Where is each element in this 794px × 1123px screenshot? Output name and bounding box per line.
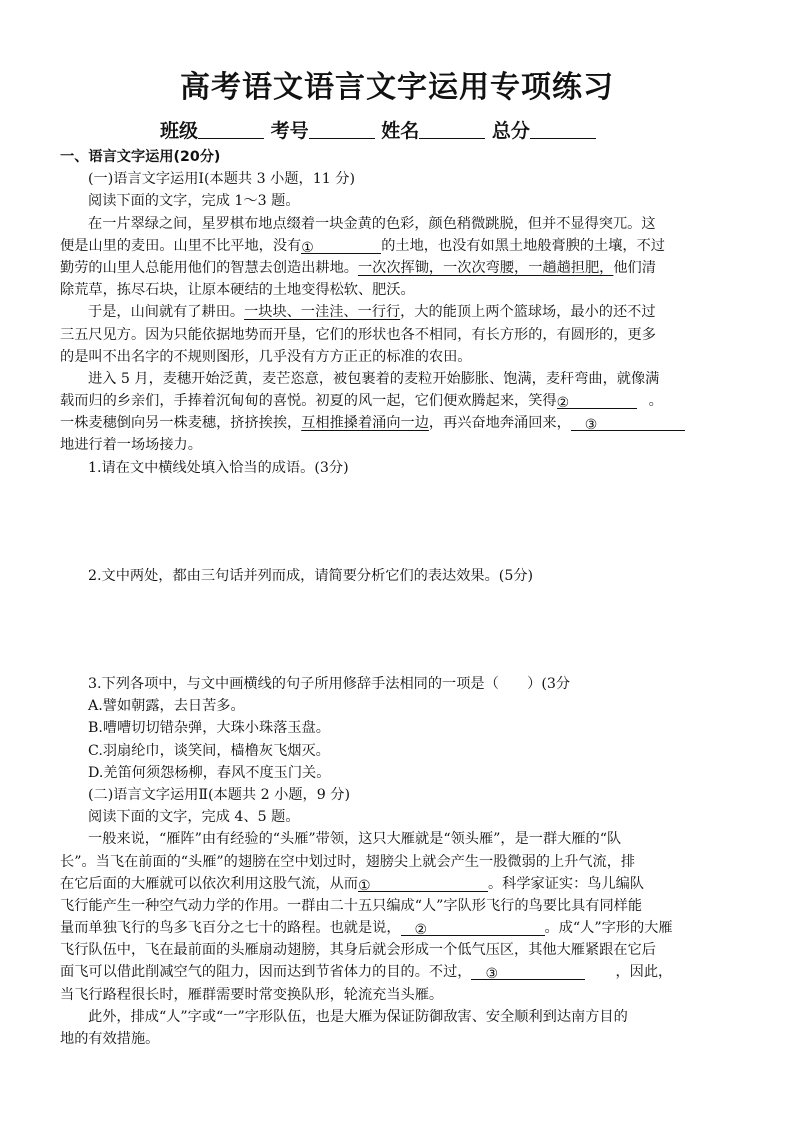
option-d[interactable]: D.羌笛何须怨杨柳，春风不度玉门关。 <box>88 764 331 781</box>
reading-instruction-1: 阅读下面的文字，完成 1～3 题。 <box>88 193 300 210</box>
name-blank[interactable] <box>419 120 485 139</box>
passage-paragraph-1: 在一片翠绿之间，星罗棋布地点缀着一块金黄的色彩，颜色稍微跳脱，但并不显得突兀。这 便是山里的麦田。山里不比平地，没有① 的土地，也没有如黑土地般膏腴的土壤，不过 勤劳的山里人总能用他们的智慧去创造出耕地。一次次挥锄，一次次弯腰，一趟趟担肥，他们清 除荒草，拣尽石块，让原本硬结的土地变得松软、肥沃。 <box>60 215 665 299</box>
name-label: 姓名 <box>381 120 420 142</box>
question-3: 3.下列各项中，与文中画横线的句子所用修辞手法相同的一项是（ ）(3分 <box>88 676 571 692</box>
answer-blank-5[interactable]: ② <box>401 919 545 936</box>
passage-paragraph-2: 于是，山间就有了耕田。一块块、一洼洼、一行行，大的能顶上两个篮球场，最小的还不过 三五尺见方。因为只能依据地势而开垦，它们的形状也各不相同，有长方形的，有圆形的，更多 的是叫不出名字的不规则图形，几乎没有方方正正的标准的农田。 <box>60 304 656 365</box>
score-blank[interactable] <box>530 120 596 139</box>
passage-paragraph-4: 一般来说，“雁阵”由有经验的“头雁”带领，这只大雁就是“领头雁”，是一群大雁的“队 长”。当飞在前面的“头雁”的翅膀在空中划过时，翅膀尖上就会产生一股微弱的上升气流，排 在它后面的大雁就可以依次利用这股气流，从而① 。科学家证实：鸟儿编队 飞行能产生一种空气动力学的作用。一群由二十五只编成“人”字队形飞行的鸟要比具有同样能 量而单独飞行的鸟多飞百分之七十的路程。也就是说， ② 。成“人”字形的大雁 飞行队伍中，飞在最前面的头雁扇动翅膀，其身后就会形成一个低气压区，其他大雁紧跟在它后 面飞可以借此削减空气的阻力，因而达到节省体力的目的。不过， ③ ，因此， 当飞行路程很长时，雁群需要时常变换队形，轮流充当头雁。 <box>60 831 673 1003</box>
passage-paragraph-5: 此外，排成“人”字或“一”字形队伍，也是大雁为保证防御敌害、安全顺利到达南方目的 地的有效措施。 <box>60 1008 628 1047</box>
score-label: 总分 <box>491 120 530 142</box>
option-a[interactable]: A.譬如朝露，去日苦多。 <box>88 698 245 715</box>
answer-blank-4[interactable]: ① <box>358 875 488 892</box>
exam-no-label: 考号 <box>270 120 309 142</box>
question-1: 1.请在文中横线处填入恰当的成语。(3分) <box>88 459 349 476</box>
reading-instruction-2: 阅读下面的文字，完成 4、5 题。 <box>88 809 300 826</box>
answer-blank-1[interactable]: ① <box>301 237 381 254</box>
underlined-sentence-3: 互相推搡着涌向一边 <box>301 415 429 432</box>
class-label: 班级 <box>160 120 199 142</box>
subsection-heading-2: (二)语言文字运用Ⅱ(本题共 2 小题，9 分) <box>88 786 350 803</box>
answer-space-1[interactable] <box>60 479 736 565</box>
section-heading: 一、语言文字运用(20分) <box>60 149 221 165</box>
answer-blank-3[interactable]: ③ <box>571 414 685 431</box>
student-info-row <box>160 116 596 143</box>
question-2: 2.文中两处，都由三句话并列而成，请简要分析它们的表达效果。(5分) <box>88 567 534 584</box>
passage-paragraph-3: 进入 5 月，麦穗开始泛黄，麦芒恣意，被包裹着的麦粒开始膨胀、饱满，麦秆弯曲，就像满 载而归的乡亲们，手捧着沉甸甸的喜悦。初夏的风一起，它们便欢腾起来，笑得② 。 一株麦穗倒向另一株麦穗，挤挤挨挨，互相推搡着涌向一边，再兴奋地奔涌回来， ③ 地进行着一场场接力。 <box>60 368 736 457</box>
answer-blank-2[interactable]: ② <box>557 392 637 409</box>
option-c[interactable]: C.羽扇纶巾，谈笑间，樯橹灰飞烟灭。 <box>88 742 330 759</box>
option-b[interactable]: B.嘈嘈切切错杂弹，大珠小珠落玉盘。 <box>88 720 330 737</box>
subsection-heading-1: (一)语言文字运用Ⅰ(本题共 3 小题，11 分) <box>88 171 355 188</box>
underlined-sentence-1: 一次次挥锄，一次次弯腰，一趟趟担肥， <box>357 259 614 276</box>
exam-no-blank[interactable] <box>309 120 375 139</box>
class-blank[interactable] <box>198 120 264 139</box>
answer-blank-6[interactable]: ③ <box>471 963 585 980</box>
page-title: 高考语文语言文字运用专项练习 <box>180 70 614 105</box>
answer-space-2[interactable] <box>60 587 736 673</box>
underlined-sentence-2: 一块块、一洼洼、一行行 <box>244 304 401 321</box>
exam-body <box>60 146 736 1050</box>
